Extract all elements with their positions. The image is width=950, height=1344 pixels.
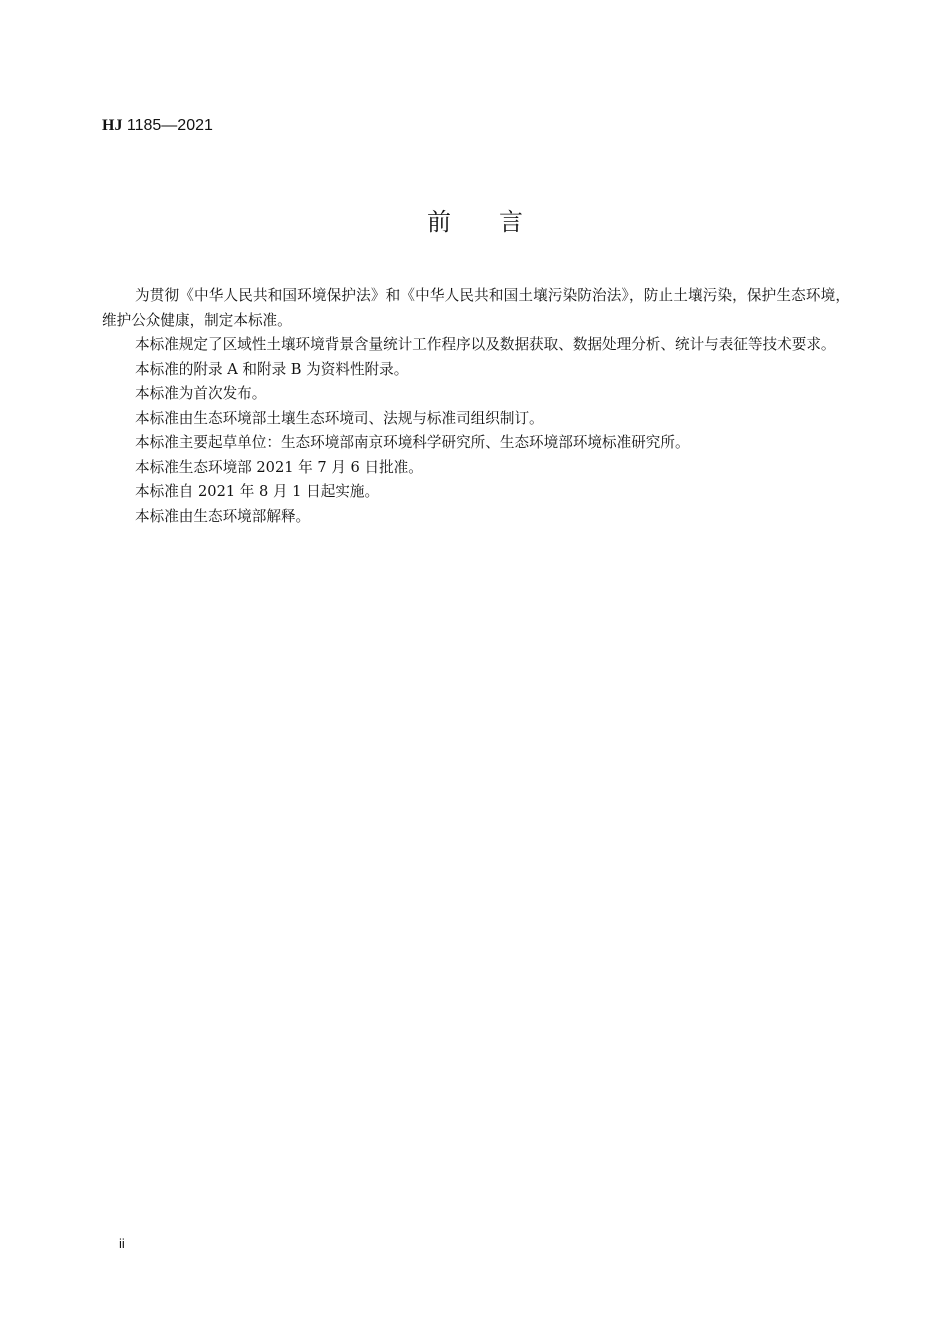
- standard-id: 1185—2021: [122, 117, 213, 134]
- standard-number: [102, 116, 213, 136]
- paragraph-interpretation: 本标准由生态环境部解释。: [135, 507, 311, 525]
- paragraph-drafters: 本标准主要起草单位：生态环境部南京环境科学研究所、生态环境部环境标准研究所。: [135, 434, 690, 451]
- paragraph-effective-date: 本标准自 2021 年 8 月 1 日起实施。: [135, 483, 380, 500]
- page-title: 前 言: [427, 208, 523, 236]
- paragraph-organizer: 本标准由生态环境部土壤生态环境司、法规与标准司组织制订。: [135, 409, 544, 427]
- standard-code: HJ: [102, 117, 123, 134]
- paragraph-scope: 本标准规定了区域性土壤环境背景含量统计工作程序以及数据获取、数据处理分析、统计与表征等技术要求。: [135, 336, 836, 353]
- page-number: ii: [119, 1236, 125, 1251]
- paragraph-first-release: 本标准为首次发布。: [135, 385, 267, 402]
- paragraph-approval: 本标准生态环境部 2021 年 7 月 6 日批准。: [135, 458, 423, 476]
- paragraph-appendix: 本标准的附录 A 和附录 B 为资料性附录。: [135, 360, 409, 378]
- paragraph-purpose: 为贯彻《中华人民共和国环境保护法》和《中华人民共和国土壤污染防治法》，防止土壤污染，保护生态环境，维护公众健康，制定本标准。: [102, 287, 850, 329]
- foreword-body: [102, 284, 850, 529]
